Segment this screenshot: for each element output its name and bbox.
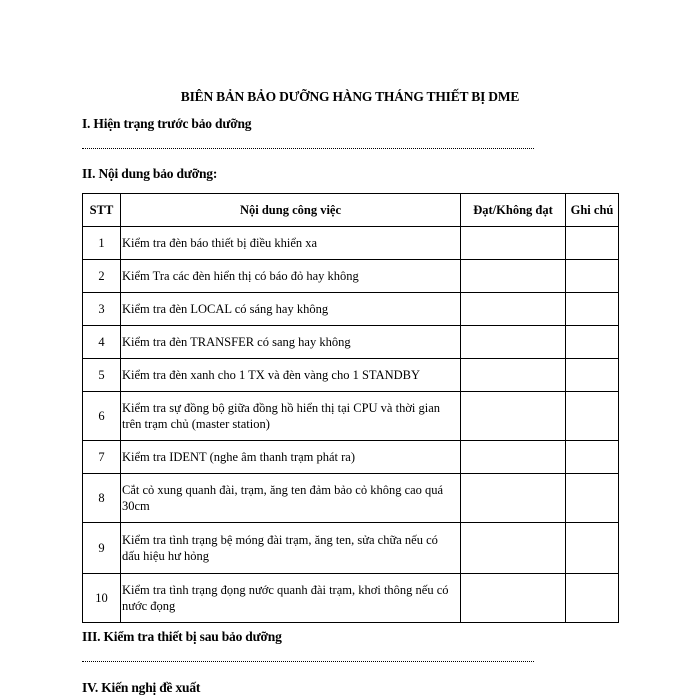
row-stt: 8 <box>83 474 121 523</box>
row-stt: 10 <box>83 574 121 623</box>
row-content: Kiểm Tra các đèn hiển thị có báo đỏ hay không <box>121 260 461 293</box>
row-stt: 4 <box>83 326 121 359</box>
row-stt: 5 <box>83 359 121 392</box>
row-result-cell[interactable] <box>461 523 566 574</box>
section-heading-current-state: I. Hiện trạng trước bảo dưỡng <box>82 116 252 131</box>
header-pass-fail: Đạt/Không đạt <box>461 194 566 227</box>
row-content: Kiểm tra IDENT (nghe âm thanh trạm phát ra) <box>121 441 461 474</box>
dotted-fill-line <box>82 148 534 149</box>
header-work-content: Nội dung công việc <box>121 194 461 227</box>
table-row <box>83 523 619 574</box>
row-note-cell[interactable] <box>566 474 619 523</box>
maintenance-table <box>82 193 619 623</box>
row-result-cell[interactable] <box>461 326 566 359</box>
table-row <box>83 260 619 293</box>
section-heading-maintenance-content: II. Nội dung bảo dưỡng: <box>82 166 218 181</box>
row-result-cell[interactable] <box>461 441 566 474</box>
row-content: Kiểm tra tình trạng đọng nước quanh đài trạm, khơi thông nếu có nước đọng <box>121 574 461 623</box>
table-row <box>83 441 619 474</box>
header-notes: Ghi chú <box>566 194 619 227</box>
row-note-cell[interactable] <box>566 359 619 392</box>
row-content: Kiểm tra đèn TRANSFER có sang hay không <box>121 326 461 359</box>
row-stt: 3 <box>83 293 121 326</box>
row-stt: 9 <box>83 523 121 574</box>
table-row <box>83 392 619 441</box>
row-result-cell[interactable] <box>461 359 566 392</box>
row-note-cell[interactable] <box>566 392 619 441</box>
row-note-cell[interactable] <box>566 227 619 260</box>
row-result-cell[interactable] <box>461 227 566 260</box>
row-content: Cắt cỏ xung quanh đài, trạm, ăng ten đảm bảo cỏ không cao quá 30cm <box>121 474 461 523</box>
row-note-cell[interactable] <box>566 326 619 359</box>
row-result-cell[interactable] <box>461 293 566 326</box>
row-note-cell[interactable] <box>566 260 619 293</box>
table-row <box>83 574 619 623</box>
section-heading-recommendations: IV. Kiến nghị đề xuất <box>82 680 201 695</box>
row-result-cell[interactable] <box>461 260 566 293</box>
row-note-cell[interactable] <box>566 574 619 623</box>
row-content: Kiểm tra sự đồng bộ giữa đồng hồ hiển thị tại CPU và thời gian trên trạm chủ (master station) <box>121 392 461 441</box>
header-stt: STT <box>83 194 121 227</box>
row-content: Kiểm tra tình trạng bệ móng đài trạm, ăng ten, sửa chữa nếu có dấu hiệu hư hỏng <box>121 523 461 574</box>
row-stt: 6 <box>83 392 121 441</box>
section-heading-post-check: III. Kiểm tra thiết bị sau bảo dưỡng <box>82 629 282 644</box>
row-stt: 1 <box>83 227 121 260</box>
row-content: Kiểm tra đèn báo thiết bị điều khiển xa <box>121 227 461 260</box>
document-title: BIÊN BẢN BẢO DƯỠNG HÀNG THÁNG THIẾT BỊ DME <box>180 89 520 104</box>
row-result-cell[interactable] <box>461 474 566 523</box>
row-content: Kiểm tra đèn LOCAL có sáng hay không <box>121 293 461 326</box>
table-header-row <box>83 194 619 227</box>
table-row <box>83 326 619 359</box>
row-content: Kiểm tra đèn xanh cho 1 TX và đèn vàng cho 1 STANDBY <box>121 359 461 392</box>
row-stt: 7 <box>83 441 121 474</box>
table-row <box>83 227 619 260</box>
row-stt: 2 <box>83 260 121 293</box>
table-row <box>83 293 619 326</box>
row-note-cell[interactable] <box>566 441 619 474</box>
row-note-cell[interactable] <box>566 293 619 326</box>
table-row <box>83 474 619 523</box>
row-result-cell[interactable] <box>461 392 566 441</box>
row-result-cell[interactable] <box>461 574 566 623</box>
dotted-fill-line <box>82 661 534 662</box>
row-note-cell[interactable] <box>566 523 619 574</box>
table-row <box>83 359 619 392</box>
